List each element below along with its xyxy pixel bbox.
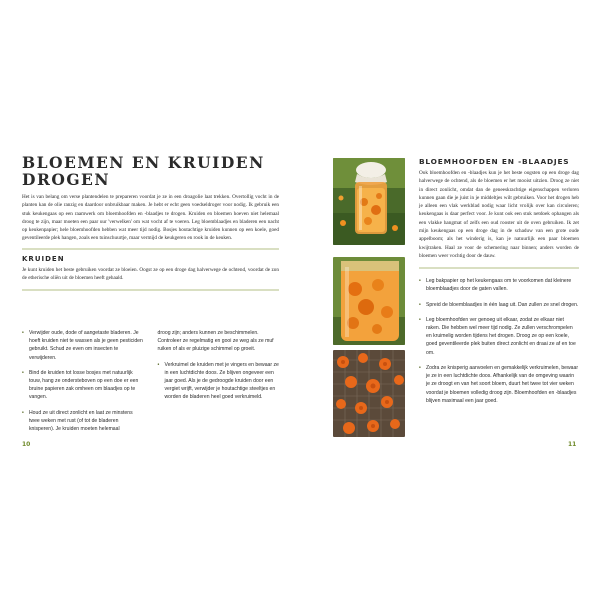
bullet-icon: • [22, 369, 24, 376]
drying-flowers-photo [333, 350, 405, 437]
bullet-icon: • [419, 278, 421, 285]
bullet-icon: • [22, 409, 24, 416]
list-item: • Verkruimel de kruiden met je vingers en bewaar ze in een luchtdichte doos. Ze blijven ongeveer een jaar goed. Als je de gedroogde kruiden door een vergiet wrijft, verwijder je houtachtige steeltjes en worden de bladeren heel goed verkruimeld. [157, 361, 279, 401]
list-item: • Houd ze uit direct zonlicht en laat ze minstens twee weken met rust (of tot de bladeren knisperen). Je kruiden moeten helemaal [22, 409, 133, 433]
list-item: • Bind de kruiden tot losse bosjes met natuurlijk touw, hang ze ondersteboven op een doe er een bruine papieren zak omheen om blaadjes op te vangen. [22, 369, 139, 401]
section-heading-kruiden: KRUIDEN [22, 254, 65, 263]
left-page-top [22, 154, 279, 291]
list-item: • Verwijder oude, dode of aangetaste bladeren. Je hoeft kruiden niet te wassen als je geen pesticiden gebruikt. Schud ze even om insecten te verwijderen. [22, 330, 143, 361]
bullet-icon: • [419, 301, 421, 308]
left-page-columns [22, 329, 279, 440]
bullet-icon: • [157, 361, 160, 368]
page-number-left: 10 [22, 441, 31, 448]
section-heading-bloemhoofden: BLOEMHOOFDEN EN -BLAADJES [419, 157, 570, 166]
right-page-text [419, 157, 579, 412]
divider [22, 289, 279, 291]
list-item: • Leg bakpapier op het keukengaas om te voorkomen dat kleinere bloemblaadjes door de gaten vallen. [419, 278, 572, 293]
list-item: • Leg bloemhoofden ver genoeg uit elkaar, zodat ze elkaar niet raken. Die hebben wel meer tijd nodig. Ze zullen verschrompelen en kruimelig worden tijdens het drogen. Droog ze op een koele, goed geventileerde plek buiten direct zonlicht en draai ze af en toe om. [419, 316, 576, 356]
list-item: • Zodra ze knisperig aanvoelen en gemakkelijk verkruimelen, bewaar je ze in een luchtdichte doos. Afhankelijk van de omgeving waarin je ze droogt en van het soort bloem, duurt het twee tot vier weken voordat je bloemen volledig droog zijn. Bloemhoofden en -blaadjes blijven maximaal een jaar goed. [419, 364, 579, 404]
kruiden-intro: Je kunt kruiden het beste gebruiken voordat ze bloeien. Oogst ze op een droge dag halverwege de ochtend, voordat de zon de etherische oliën uit de bloemen heeft gehaald. [22, 266, 279, 282]
divider [419, 267, 579, 269]
bloemhoofden-intro: Ook bloemhoofden en -blaadjes kun je het beste oogsten op een droge dag halverwege de ochtend, als de bloemen er het mooist uitzien. Droog ze niet in direct zonlicht, omdat dan de geneeskrachtige eigenschappen verloren kunnen gaan die je juist in je middeltjes wilt gebruiken. Voor het drogen heb je alleen een vlak werkblad nodig waar licht vrolijk over kan circuleren; keukengaas is daar perfect voor. Je kunt ook een stuk netdoek ophangen als een vlakke hangmat of zelfs een oud rooster uit de oven gebruiken. Ik zet mijn keukengaas op een droge dag in de schaduw van een grote oude appelboom; als het winderig is, kan je natuurlijk een paar bloemen kwijtraken. Haal ze voor de schemering naar binnen; anders worden de bloemen weer vochtig door de dauw. [419, 170, 579, 259]
intro-paragraph: Het is van belang om verse plantendelen te prepareren voordat je ze in een droagolie laat trekken. Overtollig vocht in de planten kan de olie ranzig en daardoor onbruikbaar maken. Je hebt er echt geen voedseldroger voor nodig. Ik gebruik een stuk keukengaas op een raamwerk om bloemhoofden en -blaadjes te drogen. Kruiden en bloemen hoeven niet helemaal droog te zijn, maar moeten een paar uur 'verwelken' om wat vocht af te voeren. Leg bloemblaadjes en bladeren een nacht op keukenpapier; hele bloemhoofden hebben wat meer tijd nodig. Bosjes houtachtige kruiden kunnen op een koele, goed geventileerde plek hangen, zoals een tuinschuurtje, maar vermijd de keukgeren en rook in de keuken. [22, 194, 279, 242]
bullet-icon: • [419, 364, 421, 371]
bloemhoofden-list [419, 277, 579, 405]
page-title: BLOEMEN EN KRUIDEN DROGEN [22, 153, 265, 189]
left-column-2 [158, 329, 280, 440]
left-column-1 [22, 329, 144, 440]
divider [22, 248, 279, 250]
bullet-icon: • [419, 316, 421, 323]
continued-text: droog zijn; anders kunnen ze beschimmelen. Controleer ze regelmatig en gooi ze weg als ze muf ruiken of als er pluizige schimmel op groeit. [157, 330, 274, 353]
list-item: • Spreid de bloemblaadjes in één laag uit. Dan zullen ze snel drogen. [419, 301, 579, 308]
bullet-icon: • [22, 330, 24, 336]
jar-photo [333, 158, 405, 245]
page-number-right: 11 [568, 441, 577, 448]
jar-closeup-photo [333, 257, 405, 345]
